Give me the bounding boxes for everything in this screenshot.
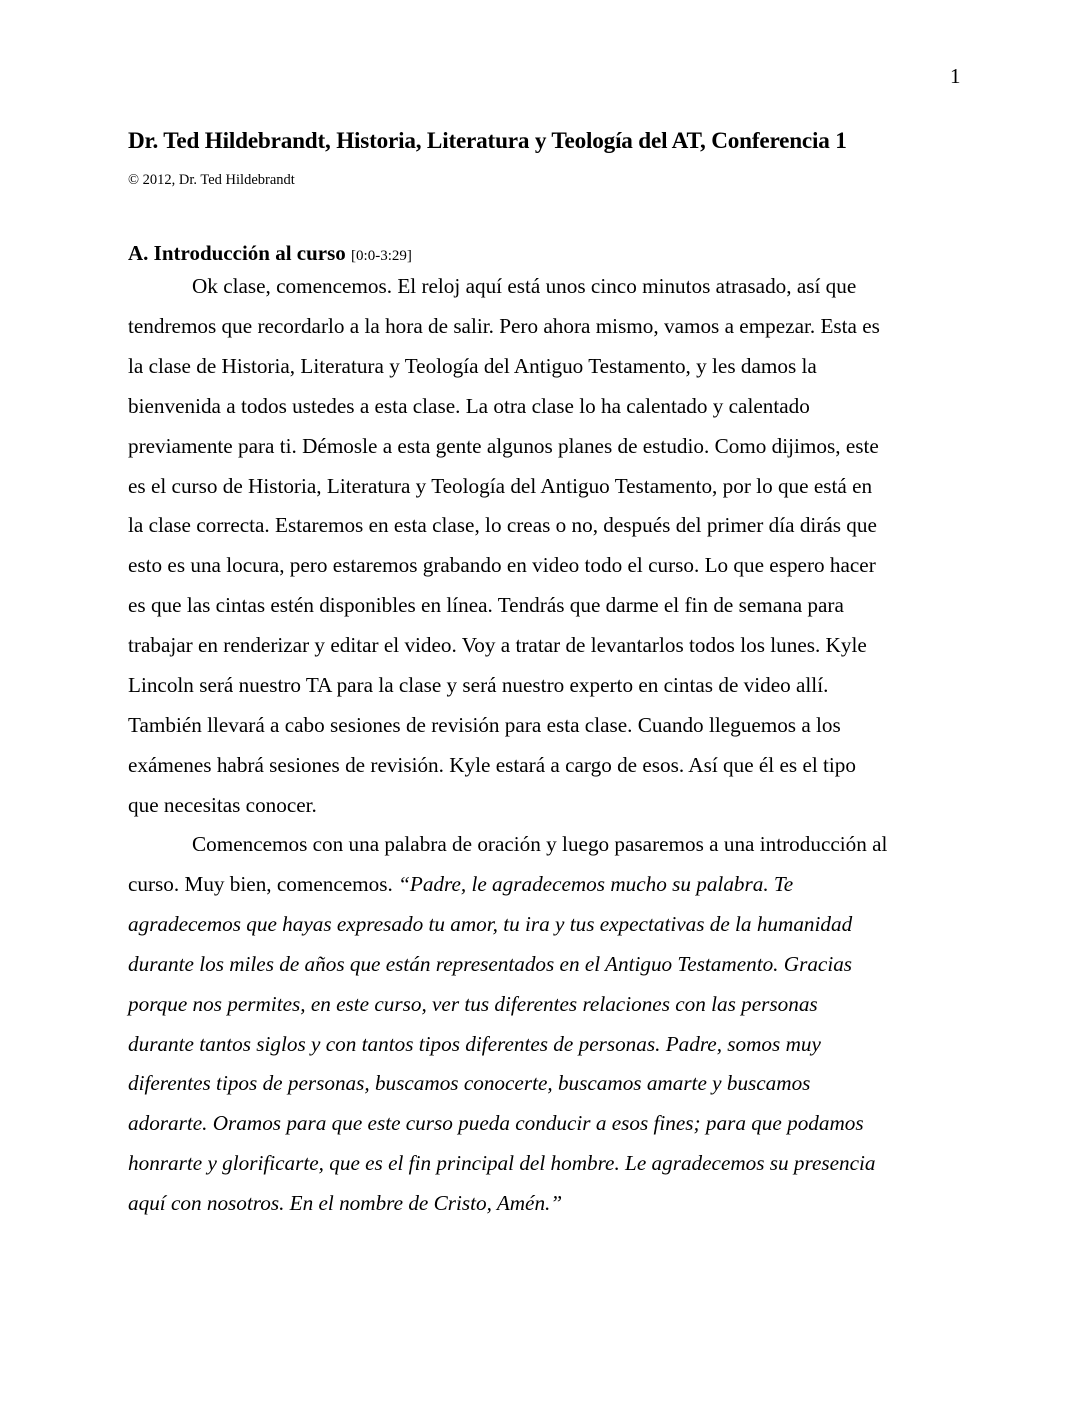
paragraph-line: También llevará a cabo sesiones de revisión para esta clase. Cuando lleguemos a los [128, 712, 841, 737]
paragraph-prayer [128, 825, 968, 1224]
prayer-line: diferentes tipos de personas, buscamos conocerte, buscamos amarte y buscamos [128, 1071, 811, 1096]
paragraph-line: es el curso de Historia, Literatura y Teología del Antiguo Testamento, por lo que está en [128, 473, 873, 498]
prayer-line: aquí con nosotros. En el nombre de Cristo, Amén.” [128, 1191, 563, 1216]
paragraph-line: tendremos que recordarlo a la hora de salir. Pero ahora mismo, vamos a empezar. Esta es [128, 313, 880, 338]
prayer-line: durante los miles de años que están representados en el Antiguo Testamento. Gracias [128, 951, 853, 976]
paragraph-introduction [128, 267, 968, 826]
paragraph-line: Lincoln será nuestro TA para la clase y será nuestro experto en cintas de video allí. [128, 673, 829, 698]
document-title: Dr. Ted Hildebrandt, Historia, Literatura y Teología del AT, Conferencia 1 [128, 128, 847, 154]
prayer-line: durante tantos siglos y con tantos tipos diferentes de personas. Padre, somos muy [128, 1031, 821, 1056]
paragraph-line: trabajar en renderizar y editar el video. Voy a tratar de levantarlos todos los lunes. Kyle [128, 633, 867, 658]
prayer-line: honrarte y glorificarte, que es el fin principal del hombre. Le agradecemos su presencia [128, 1151, 876, 1176]
section-heading [128, 241, 412, 266]
section-heading-label: A. Introducción al curso [128, 241, 346, 265]
section-timecode: [0:0-3:29] [351, 248, 412, 264]
paragraph-line: la clase correcta. Estaremos en esta clase, lo creas o no, después del primer día dirás que [128, 513, 877, 538]
paragraph-line: bienvenida a todos ustedes a esta clase. La otra clase lo ha calentado y calentado [128, 393, 810, 418]
paragraph-line-normal: curso. Muy bien, comencemos. [128, 871, 399, 896]
copyright-notice: © 2012, Dr. Ted Hildebrandt [128, 172, 295, 188]
paragraph-line: previamente para ti. Démosle a esta gente algunos planes de estudio. Como dijimos, este [128, 433, 879, 458]
prayer-line: porque nos permites, en este curso, ver tus diferentes relaciones con las personas [128, 991, 818, 1016]
page-number: 1 [950, 64, 961, 88]
paragraph-line: la clase de Historia, Literatura y Teología del Antiguo Testamento, y les damos la [128, 353, 817, 378]
prayer-quote-start: “Padre, le agradecemos mucho su palabra. Te [398, 871, 794, 896]
paragraph-line: esto es una locura, pero estaremos grabando en video todo el curso. Lo que espero hacer [128, 553, 876, 578]
paragraph-line: Ok clase, comencemos. El reloj aquí está unos cinco minutos atrasado, así que [192, 274, 857, 298]
prayer-line: agradecemos que hayas expresado tu amor, tu ira y tus expectativas de la humanidad [128, 911, 853, 936]
paragraph-line: es que las cintas estén disponibles en línea. Tendrás que darme el fin de semana para [128, 593, 844, 618]
paragraph-line [128, 865, 968, 905]
paragraph-line: Comencemos con una palabra de oración y luego pasaremos a una introducción al [192, 832, 888, 856]
paragraph-line: que necesitas conocer. [128, 792, 317, 817]
prayer-line: adorarte. Oramos para que este curso pueda conducir a esos fines; para que podamos [128, 1111, 864, 1136]
paragraph-line: exámenes habrá sesiones de revisión. Kyle estará a cargo de esos. Así que él es el tipo [128, 752, 856, 777]
